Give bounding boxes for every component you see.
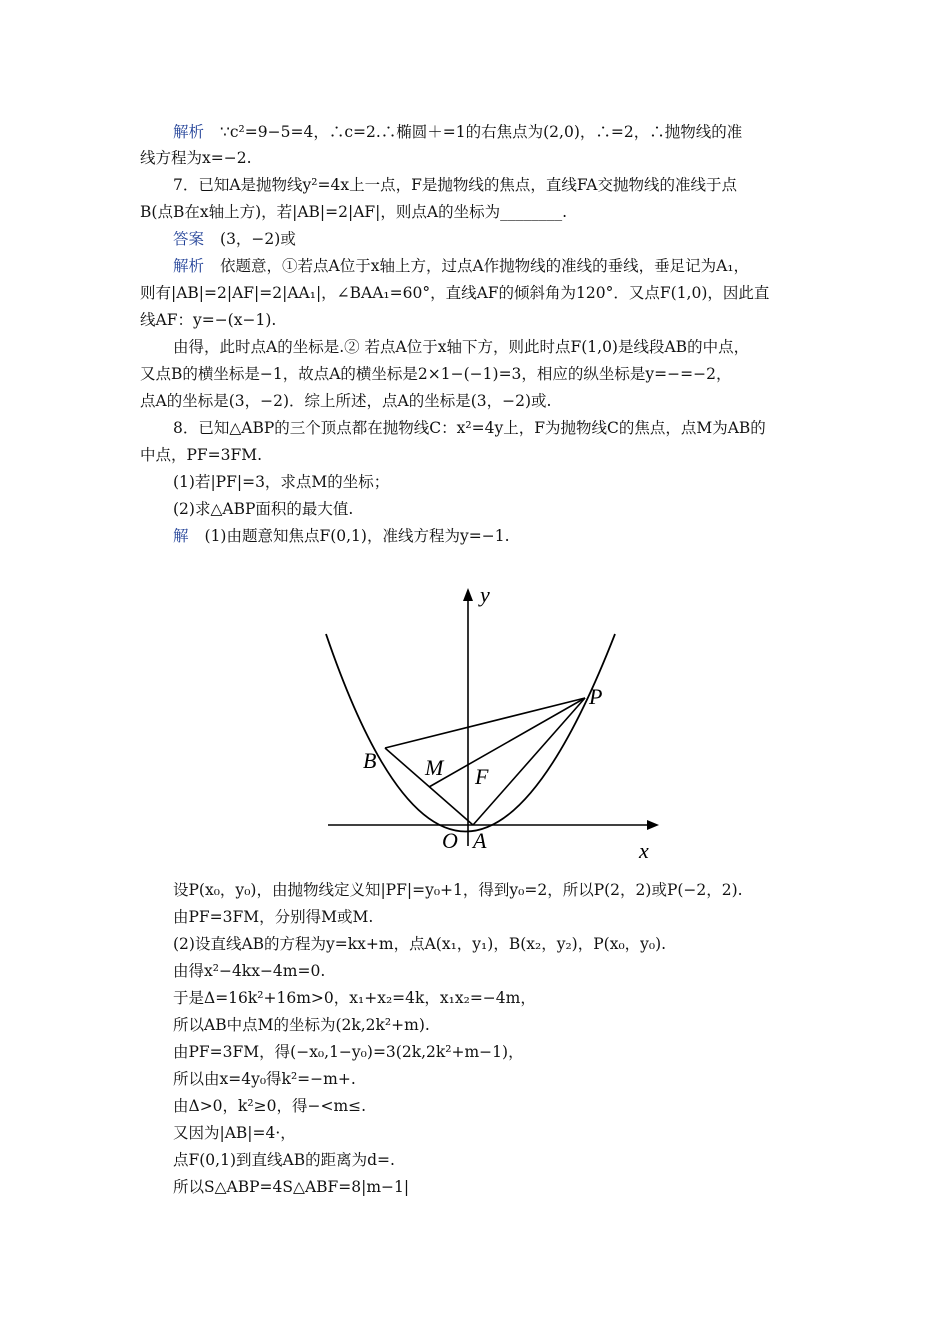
line-1: 解析 ∵c²=9−5=4，∴c=2.∴椭圆＋=1的右焦点为(2,0)，∴=2，∴抛物线的准 — [173, 123, 743, 141]
label-F: F — [475, 764, 489, 789]
solution-line-4: (2)设直线AB的方程为y=kx+m，点A(x₁，y₁)，B(x₂，y₂)，P(x₀，y₀). — [173, 935, 667, 953]
segment-MP — [429, 698, 585, 787]
solution-line-12: 点F(0,1)到直线AB的距离为d=. — [173, 1151, 395, 1169]
solution-line-10: 由Δ>0，k²≥0，得−<m≤. — [173, 1097, 367, 1115]
label-M: M — [425, 755, 444, 780]
label-A: A — [473, 828, 487, 853]
solution-line-2: 设P(x₀，y₀)，由抛物线定义知|PF|=y₀+1，得到y₀=2，所以P(2，2)或P(−2，2). — [173, 881, 743, 899]
problem-7-line-1: 7．已知A是抛物线y²=4x上一点，F是抛物线的焦点，直线FA交抛物线的准线于点 — [173, 176, 737, 194]
solution-line-9: 所以由x=4y₀得k²=−m+. — [173, 1070, 356, 1088]
label-jiexi: 解析 — [173, 123, 205, 141]
analysis-line-1: 解析 依题意，①若点A位于x轴上方，过点A作抛物线的准线的垂线，垂足记为A₁， — [173, 257, 750, 275]
solution-line-11: 又因为|AB|=4·， — [173, 1124, 296, 1142]
analysis-line-6: 点A的坐标是(3，−2)．综上所述，点A的坐标是(3，−2)或. — [140, 392, 552, 410]
solution-line-3: 由PF=3FM，分别得M或M. — [173, 908, 374, 926]
y-axis-arrow-icon — [463, 588, 473, 601]
solution-line-13: 所以S△ABP=4S△ABF=8|m−1| — [173, 1178, 410, 1196]
problem-8-line-2: 中点，PF=3FM. — [140, 446, 263, 464]
label-x: x — [639, 838, 649, 863]
problem-8-line-1: 8．已知△ABP的三个顶点都在抛物线C：x²=4y上，F为抛物线C的焦点，点M为AB的 — [173, 419, 766, 437]
parabola-curve — [326, 634, 615, 832]
label-daan: 答案 — [173, 230, 205, 248]
parabola-figure — [323, 576, 663, 866]
problem-8-part-1: (1)若|PF|=3，求点M的坐标； — [173, 473, 390, 491]
solution-line-6: 于是Δ=16k²+16m>0，x₁+x₂=4k，x₁x₂=−4m， — [173, 989, 536, 1007]
solution-line-1: 解 (1)由题意知焦点F(0,1)，准线方程为y=−1. — [173, 527, 510, 545]
analysis-line-2: 则有|AB|=2|AF|=2|AA₁|，∠BAA₁=60°，直线AF的倾斜角为120°．又点F(1,0)，因此直 — [140, 284, 770, 302]
problem-8-part-2: (2)求△ABP面积的最大值. — [173, 500, 354, 518]
figure-svg — [323, 576, 663, 866]
solution-line-5: 由得x²−4kx−4m=0. — [173, 962, 326, 980]
answer-line: 答案 (3，−2)或 — [173, 230, 296, 248]
label-y: y — [480, 582, 490, 607]
label-B: B — [363, 748, 377, 773]
segment-AP — [473, 698, 585, 825]
solution-line-7: 所以AB中点M的坐标为(2k,2k²+m). — [173, 1016, 430, 1034]
analysis-line-3: 线AF：y=−(x−1). — [140, 311, 277, 329]
analysis-line-5: 又点B的横坐标是−1，故点A的横坐标是2×1−(−1)=3，相应的纵坐标是y=−=−2， — [140, 365, 732, 383]
analysis-line-4: 由得，此时点A的坐标是.② 若点A位于x轴下方，则此时点F(1,0)是线段AB的中点， — [173, 338, 750, 356]
segment-BP — [385, 698, 585, 748]
problem-7-line-2: B(点B在x轴上方)，若|AB|=2|AF|，则点A的坐标为________. — [140, 203, 568, 221]
label-P: P — [589, 684, 603, 709]
x-axis-arrow-icon — [647, 820, 659, 830]
solution-line-8: 由PF=3FM，得(−x₀,1−y₀)=3(2k,2k²+m−1)， — [173, 1043, 524, 1061]
label-jiexi-2: 解析 — [173, 257, 205, 275]
label-O: O — [442, 828, 458, 853]
label-jie: 解 — [173, 527, 189, 545]
line-2: 线方程为x=−2. — [140, 149, 252, 167]
